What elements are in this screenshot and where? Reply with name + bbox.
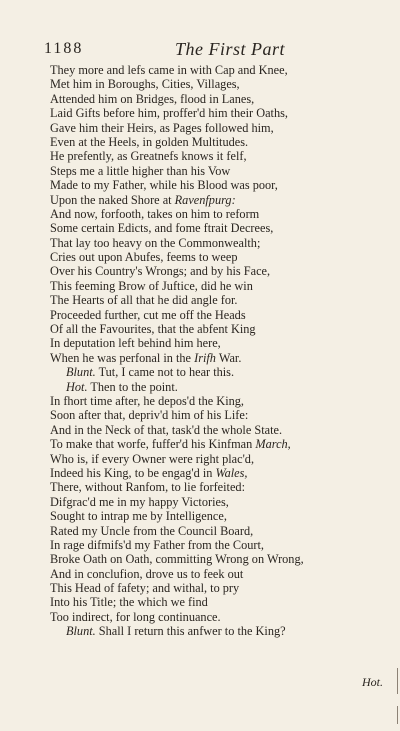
line-text: In fhort time after, he depos'd the King, [50,393,244,408]
verse-line [50,408,390,422]
italic-name: Irifh [194,350,216,365]
speaker-name: Blunt. [66,624,96,639]
line-text: And now, forfooth, takes on him to reform [50,206,260,221]
verse-line [50,351,390,365]
line-text: There, without Ranfom, to lie forfeited: [50,480,245,495]
line-text: That lay too heavy on the Commonwealth; [50,235,261,250]
speech-line [50,365,390,379]
line-text: Gave him their Heirs, as Pages followed him, [50,120,274,135]
line-text: And in conclufion, drove us to feek out [50,566,244,581]
page-number: 1188 [44,40,84,57]
play-text [50,63,390,639]
verse-line [50,135,390,149]
line-text-after: War. [215,350,242,365]
verse-line [50,480,390,494]
page-edge-mark [397,706,398,724]
verse-line [50,193,390,207]
line-text: Difgrac'd me in my happy Victories, [50,494,229,509]
line-text: This feeming Brow of Juftice, did he win [50,278,253,293]
line-text: In rage difmifs'd my Father from the Court, [50,537,264,552]
line-text: To make that worfe, fuffer'd his Kinfman [50,437,256,452]
catchword: Hot. [362,675,383,689]
verse-line [50,178,390,192]
verse-line [50,207,390,221]
italic-name: Wales, [215,465,248,480]
page-header [0,40,400,64]
verse-line [50,552,390,566]
line-text: He prefently, as Greatnefs knows it felf, [50,149,247,164]
page-edge-mark [397,668,398,694]
verse-line [50,322,390,336]
line-text: Who is, if every Owner were right plac'd, [50,451,255,466]
line-text: Rated my Uncle from the Council Board, [50,523,254,538]
line-text: Indeed his King, to be engag'd in [50,465,216,480]
line-text: Some certain Edicts, and fome ftrait Decrees, [50,221,274,236]
line-text: Then to the point. [87,379,178,394]
verse-line [50,164,390,178]
verse-line [50,77,390,91]
verse-line [50,394,390,408]
line-text: Tut, I came not to hear this. [95,365,235,380]
speech-line [50,380,390,394]
verse-line [50,63,390,77]
verse-line [50,149,390,163]
line-text: Too indirect, for long continuance. [50,609,221,624]
speaker-name: Hot. [66,379,88,394]
verse-line [50,595,390,609]
line-text: Steps me a little higher than his Vow [50,163,231,178]
verse-line [50,236,390,250]
line-text: Laid Gifts before him, proffer'd him their Oaths, [50,106,288,121]
verse-line [50,279,390,293]
line-text: Soon after that, depriv'd him of his Life: [50,408,249,423]
verse-line [50,509,390,523]
verse-line [50,567,390,581]
line-text: Proceeded further, cut me off the Heads [50,307,246,322]
line-text: Made to my Father, while his Blood was poor, [50,178,278,193]
line-text: Of all the Favourites, that the abfent King [50,322,256,337]
verse-line [50,452,390,466]
line-text: Into his Title; the which we find [50,595,208,610]
verse-line [50,92,390,106]
running-title: The First Part [175,39,286,59]
line-text: This Head of fafety; and withal, to pry [50,581,240,596]
verse-line [50,524,390,538]
line-text: In deputation left behind him here, [50,336,221,351]
italic-name: Ravenfpurg: [174,192,236,207]
speaker-name: Blunt. [66,365,96,380]
verse-line [50,610,390,624]
verse-line [50,437,390,451]
line-text: They more and lefs came in with Cap and Knee, [50,63,288,77]
line-text: Shall I return this anfwer to the King? [95,624,286,639]
verse-line [50,221,390,235]
line-text: Upon the naked Shore at [50,192,175,207]
verse-line [50,293,390,307]
speech-line [50,624,390,638]
line-text: When he was perfonal in the [50,350,195,365]
line-text: Attended him on Bridges, flood in Lanes, [50,91,255,106]
verse-line [50,466,390,480]
verse-line [50,121,390,135]
verse-line [50,106,390,120]
line-text: And in the Neck of that, task'd the whole State. [50,422,283,437]
line-text: Over his Country's Wrongs; and by his Face, [50,264,271,279]
line-text: Sought to intrap me by Intelligence, [50,509,227,524]
verse-line [50,264,390,278]
line-text: Even at the Heels, in golden Multitudes. [50,134,249,149]
verse-line [50,250,390,264]
line-text: Met him in Boroughs, Cities, Villages, [50,77,240,92]
line-text: Cries out upon Abufes, feems to weep [50,250,238,265]
verse-line [50,538,390,552]
verse-line [50,581,390,595]
verse-line [50,423,390,437]
line-text: Broke Oath on Oath, committing Wrong on Wrong, [50,552,304,567]
verse-line [50,495,390,509]
line-text: The Hearts of all that he did angle for. [50,293,238,308]
verse-line [50,308,390,322]
verse-line [50,336,390,350]
italic-name: March, [255,437,291,452]
